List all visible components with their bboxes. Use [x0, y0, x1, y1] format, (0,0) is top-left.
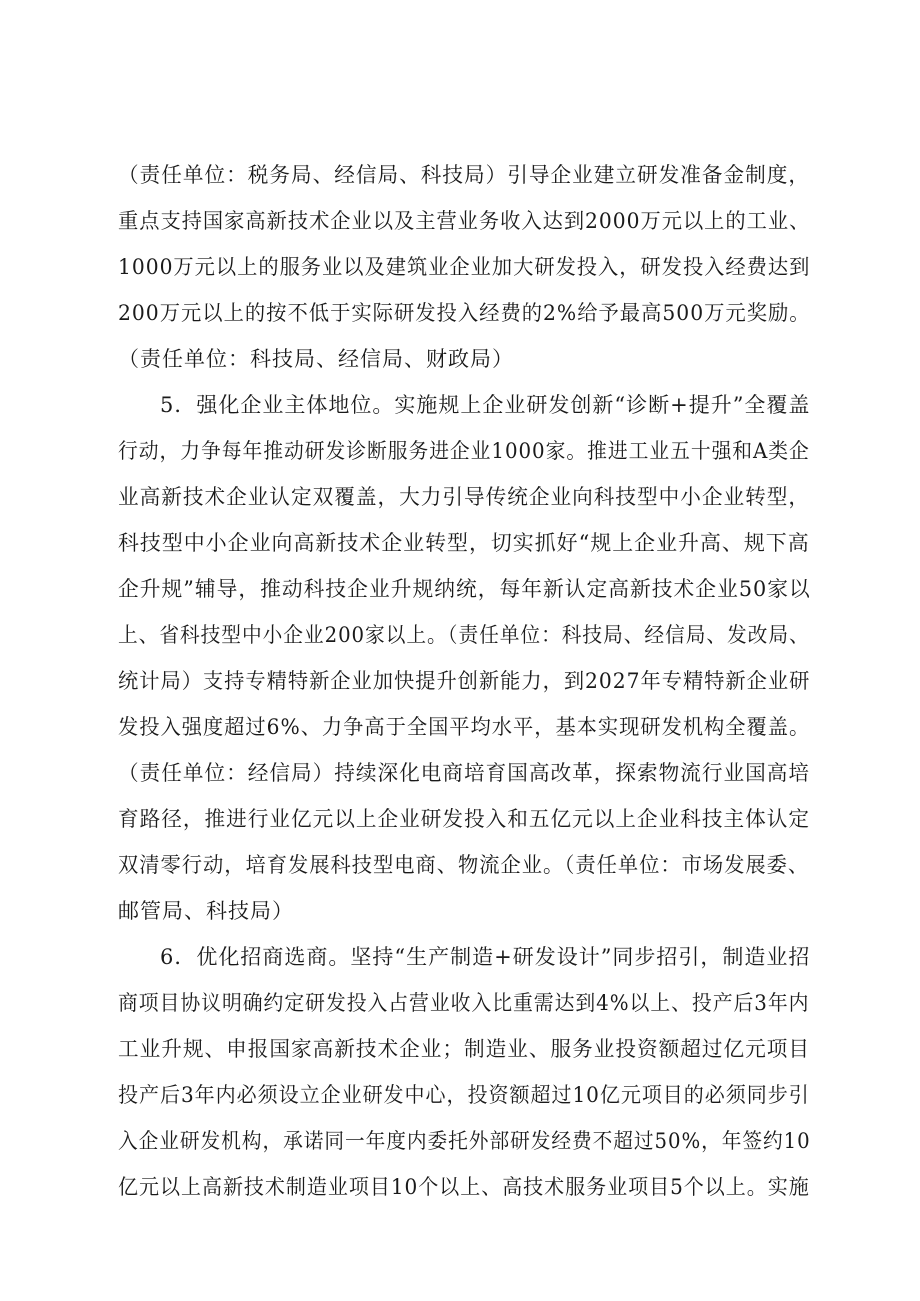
text-line: 科技型中小企业向高新技术企业转型，切实抓好“规上企业升高、规下高 [118, 531, 810, 555]
text-line: 邮管局、科技局） [118, 899, 294, 923]
text-line: 发投入强度超过6%、力争高于全国平均水平，基本实现研发机构全覆盖。 [118, 715, 811, 739]
text-line: 亿元以上高新技术制造业项目10个以上、高技术服务业项目5个以上。实施 [118, 1175, 810, 1199]
section-6-heading-line: 6．优化招商选商。坚持“生产制造+研发设计”同步招引，制造业招 [160, 945, 811, 969]
text-line: 上、省科技型中小企业200家以上。（责任单位：科技局、经信局、发改局、 [118, 623, 810, 647]
text-line: （责任单位：税务局、经信局、科技局）引导企业建立研发准备金制度， [118, 163, 811, 187]
text-line: 入企业研发机构，承诺同一年度内委托外部研发经费不超过50%，年签约10 [118, 1129, 811, 1153]
text-line: 1000万元以上的服务业以及建筑业企业加大研发投入，研发投入经费达到 [118, 255, 811, 279]
text-line: 工业升规、申报国家高新技术企业；制造业、服务业投资额超过亿元项目 [118, 1037, 811, 1061]
text-line: 200万元以上的按不低于实际研发投入经费的2%给予最高500万元奖励。 [118, 301, 811, 325]
text-line: 业高新技术企业认定双覆盖，大力引导传统企业向科技型中小企业转型， [118, 485, 811, 509]
text-line: 投产后3年内必须设立企业研发中心，投资额超过10亿元项目的必须同步引 [118, 1083, 810, 1107]
section-5-heading-line: 5．强化企业主体地位。实施规上企业研发创新“诊断+提升”全覆盖 [160, 393, 811, 417]
text-line: 商项目协议明确约定研发投入占营业收入比重需达到4%以上、投产后3年内 [118, 991, 810, 1015]
text-line: 重点支持国家高新技术企业以及主营业务收入达到2000万元以上的工业、 [118, 209, 811, 233]
text-line: （责任单位：经信局）持续深化电商培育国高改革，探索物流行业国高培 [118, 761, 811, 785]
text-line: 行动，力争每年推动研发诊断服务进企业1000家。推进工业五十强和A类企 [118, 439, 810, 463]
text-line: 企升规”辅导，推动科技企业升规纳统，每年新认定高新技术企业50家以 [118, 577, 811, 601]
text-line: （责任单位：科技局、经信局、财政局） [118, 347, 514, 371]
text-line: 统计局）支持专精特新企业加快提升创新能力，到2027年专精特新企业研 [118, 669, 811, 693]
text-line: 双清零行动，培育发展科技型电商、物流企业。（责任单位：市场发展委、 [118, 853, 810, 877]
text-line: 育路径，推进行业亿元以上企业研发投入和五亿元以上企业科技主体认定 [118, 807, 811, 831]
